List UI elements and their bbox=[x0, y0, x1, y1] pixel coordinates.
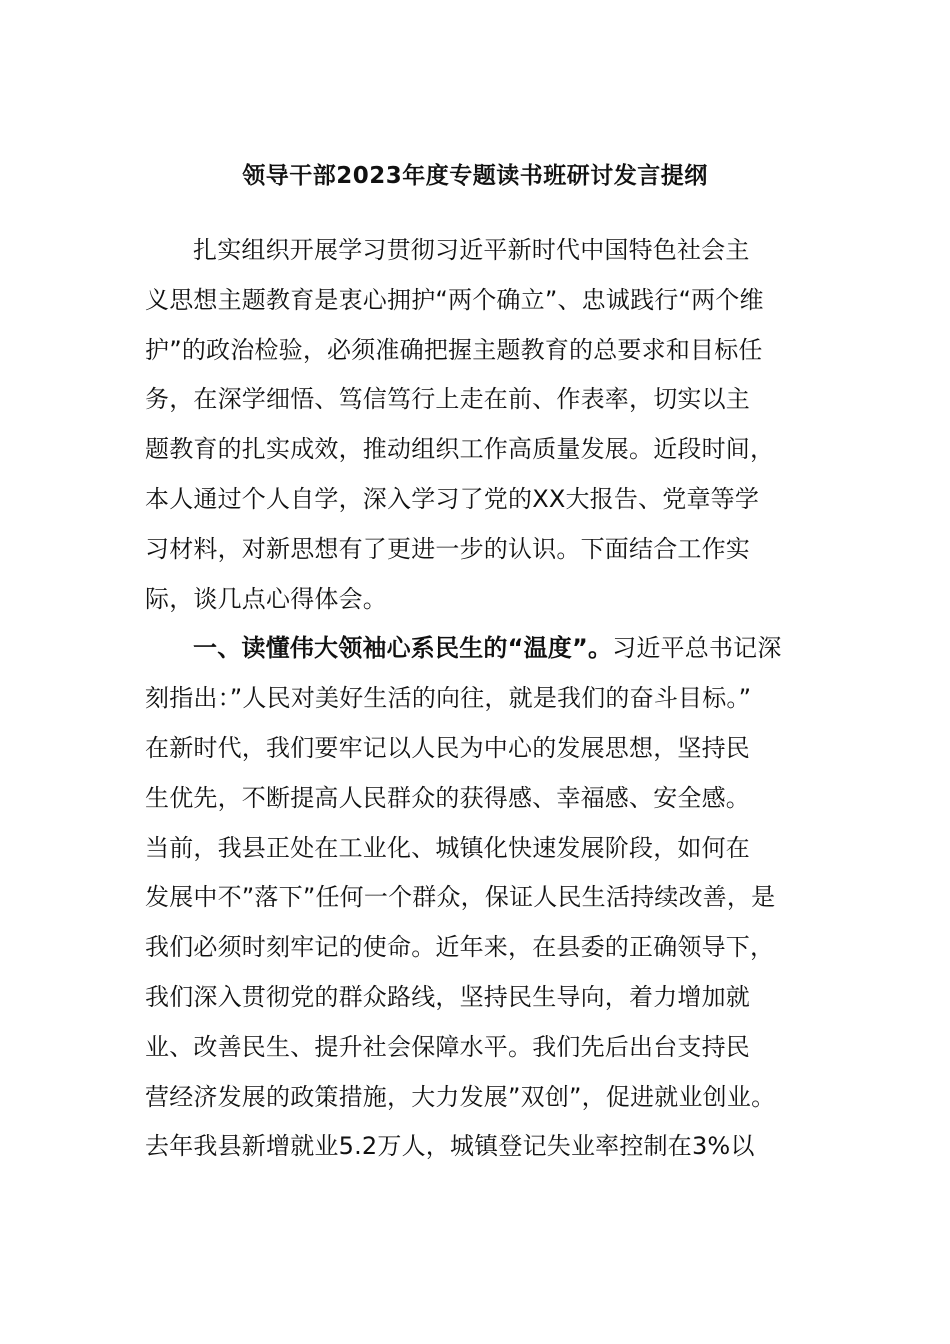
paragraph-line: 务，在深学细悟、笃信笃行上走在前、作表率，切实以主 bbox=[145, 385, 750, 414]
paragraph-line: 习材料，对新思想有了更进一步的认识。下面结合工作实 bbox=[145, 534, 750, 563]
paragraph-line: 扎实组织开展学习贯彻习近平新时代中国特色社会主 bbox=[193, 236, 750, 264]
paragraph-line: 题教育的扎实成效，推动组织工作高质量发展。近段时间， bbox=[145, 435, 775, 464]
paragraph-line: 发展中不”落下”任何一个群众，保证人民生活持续改善，是 bbox=[145, 883, 776, 912]
document-body bbox=[145, 226, 809, 1172]
paragraph-line: 义思想主题教育是衷心拥护“两个确立”、忠诚践行“两个维 bbox=[145, 285, 764, 314]
paragraph-line: 我们必须时刻牢记的使命。近年来，在县委的正确领导下， bbox=[145, 933, 775, 962]
paragraph-line: 我们深入贯彻党的群众路线，坚持民生导向，着力增加就 bbox=[145, 982, 750, 1011]
paragraph-line: 业、改善民生、提升社会保障水平。我们先后出台支持民 bbox=[145, 1032, 750, 1061]
section-heading: 一、读懂伟大领袖心系民生的“温度”。 bbox=[193, 634, 613, 663]
paragraph-line: 营经济发展的政策措施，大力发展”双创”，促进就业创业。 bbox=[145, 1082, 776, 1111]
document-title: 领导干部2023年度专题读书班研讨发言提纲 bbox=[242, 163, 708, 189]
paragraph-line: 去年我县新增就业5.2万人，城镇登记失业率控制在3%以 bbox=[145, 1132, 755, 1161]
paragraph-line: 本人通过个人自学，深入学习了党的XX大报告、党章等学 bbox=[145, 484, 760, 513]
paragraph-text: 习近平总书记深 bbox=[612, 634, 782, 663]
paragraph-line: 在新时代，我们要牢记以人民为中心的发展思想，坚持民 bbox=[145, 733, 750, 762]
paragraph-line: 际，谈几点心得体会。 bbox=[145, 584, 387, 613]
paragraph-line: 生优先，不断提高人民群众的获得感、幸福感、安全感。 bbox=[145, 783, 750, 812]
paragraph-line bbox=[145, 624, 809, 674]
paragraph-line: 当前，我县正处在工业化、城镇化快速发展阶段，如何在 bbox=[145, 833, 750, 862]
paragraph-line: 刻指出：”人民对美好生活的向往，就是我们的奋斗目标。” bbox=[145, 684, 752, 713]
paragraph-line: 护”的政治检验，必须准确把握主题教育的总要求和目标任 bbox=[145, 335, 763, 364]
